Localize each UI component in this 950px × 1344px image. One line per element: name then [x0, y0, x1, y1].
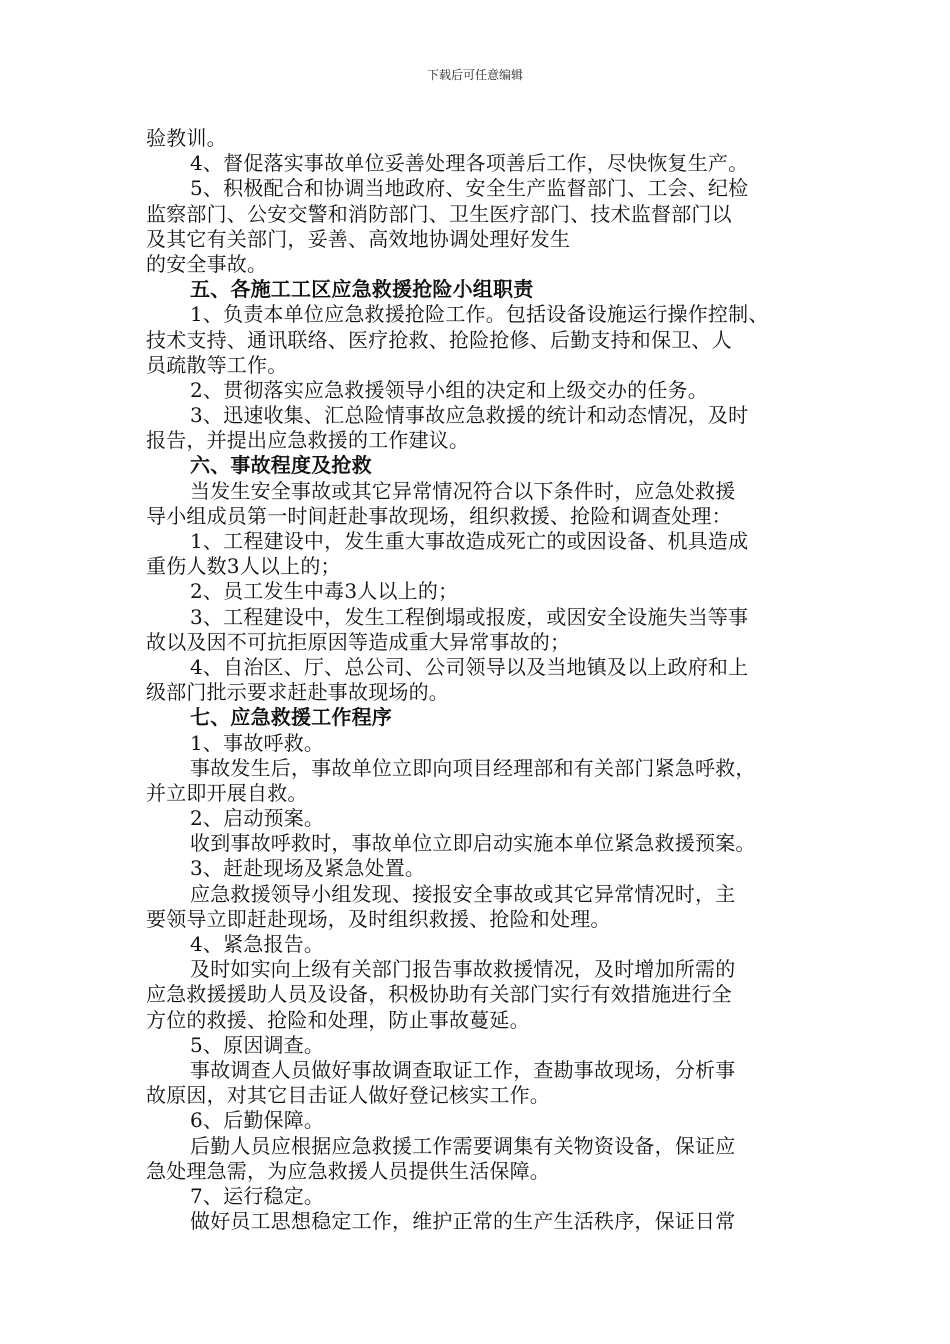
text-line: 2、贯彻落实应急救援领导小组的决定和上级交办的任务。 — [190, 377, 708, 402]
text-line: 6、后勤保障。 — [190, 1108, 325, 1133]
text-line: 急处理急需，为应急救援人员提供生活保障。 — [146, 1158, 550, 1183]
text-line: 4、督促落实事故单位妥善处理各项善后工作，尽快恢复生产。 — [190, 151, 749, 176]
section-heading: 五、各施工工区应急救援抢险小组职责 — [190, 277, 534, 302]
text-line: 应急救援领导小组发现、接报安全事故或其它异常情况时，主 — [190, 881, 736, 906]
text-line: 重伤人数3人以上的； — [146, 554, 341, 579]
text-line: 故原因，对其它目击证人做好登记核实工作。 — [146, 1083, 550, 1108]
text-line: 并立即开展自救。 — [146, 780, 308, 805]
text-line: 收到事故呼救时，事故单位立即启动实施本单位紧急救援预案。 — [190, 831, 756, 856]
text-line: 报告，并提出应急救援的工作建议。 — [146, 428, 470, 453]
text-line: 2、启动预案。 — [190, 806, 325, 831]
text-line: 1、负责本单位应急救援抢险工作。包括设备设施运行操作控制、 — [190, 302, 769, 327]
text-line: 应急救援援助人员及设备，积极协助有关部门实行有效措施进行全 — [146, 982, 732, 1007]
text-line: 验教训。 — [146, 126, 227, 150]
text-line: 5、原因调查。 — [190, 1032, 325, 1057]
text-line: 及其它有关部门，妥善、高效地协调处理好发生 — [146, 226, 571, 251]
text-line: 级部门批示要求赶赴事故现场的。 — [146, 680, 449, 705]
text-line: 1、事故呼救。 — [190, 730, 325, 755]
text-line: 事故发生后，事故单位立即向项目经理部和有关部门紧急呼救， — [190, 755, 756, 780]
text-line: 方位的救援、抢险和处理，防止事故蔓延。 — [146, 1007, 530, 1032]
text-line: 4、紧急报告。 — [190, 932, 325, 956]
text-line: 及时如实向上级有关部门报告事故救援情况，及时增加所需的 — [190, 957, 736, 982]
section-heading: 六、事故程度及抢救 — [190, 453, 372, 478]
text-line: 5、积极配合和协调当地政府、安全生产监督部门、工会、纪检 — [190, 176, 749, 201]
text-line: 3、迅速收集、汇总险情事故应急救援的统计和动态情况，及时 — [190, 403, 749, 428]
text-line: 事故调查人员做好事故调查取证工作，查勘事故现场，分析事 — [190, 1057, 736, 1082]
text-line: 故以及因不可抗拒原因等造成重大异常事故的； — [146, 629, 571, 654]
text-line: 当发生安全事故或其它异常情况符合以下条件时，应急处救援 — [190, 478, 736, 503]
text-line: 要领导立即赶赴现场，及时组织救援、抢险和处理。 — [146, 906, 611, 931]
text-line: 监察部门、公安交警和消防部门、卫生医疗部门、技术监督部门以 — [146, 201, 732, 226]
text-line: 后勤人员应根据应急救援工作需要调集有关物资设备，保证应 — [190, 1133, 736, 1158]
text-line: 导小组成员第一时间赶赴事故现场，组织救援、抢险和调查处理： — [146, 503, 732, 528]
document-body — [146, 126, 826, 1234]
section-heading: 七、应急救援工作程序 — [190, 705, 392, 730]
text-line: 技术支持、通讯联络、医疗抢救、抢险抢修、后勤支持和保卫、人 — [146, 327, 732, 352]
text-line: 3、工程建设中，发生工程倒塌或报废，或因安全设施失当等事 — [190, 604, 749, 629]
text-line: 7、运行稳定。 — [190, 1183, 325, 1208]
text-line: 的安全事故。 — [146, 251, 268, 276]
text-line: 3、赶赴现场及紧急处置。 — [190, 856, 426, 881]
text-line: 做好员工思想稳定工作，维护正常的生产生活秩序，保证日常 — [190, 1209, 736, 1234]
text-line: 1、工程建设中，发生重大事故造成死亡的或因设备、机具造成 — [190, 529, 749, 553]
text-line: 员疏散等工作。 — [146, 352, 288, 377]
text-line: 4、自治区、厅、总公司、公司领导以及当地镇及以上政府和上 — [190, 654, 749, 679]
page-header: 下载后可任意编辑 — [426, 68, 523, 82]
text-line: 2、员工发生中毒3人以上的； — [190, 579, 459, 604]
